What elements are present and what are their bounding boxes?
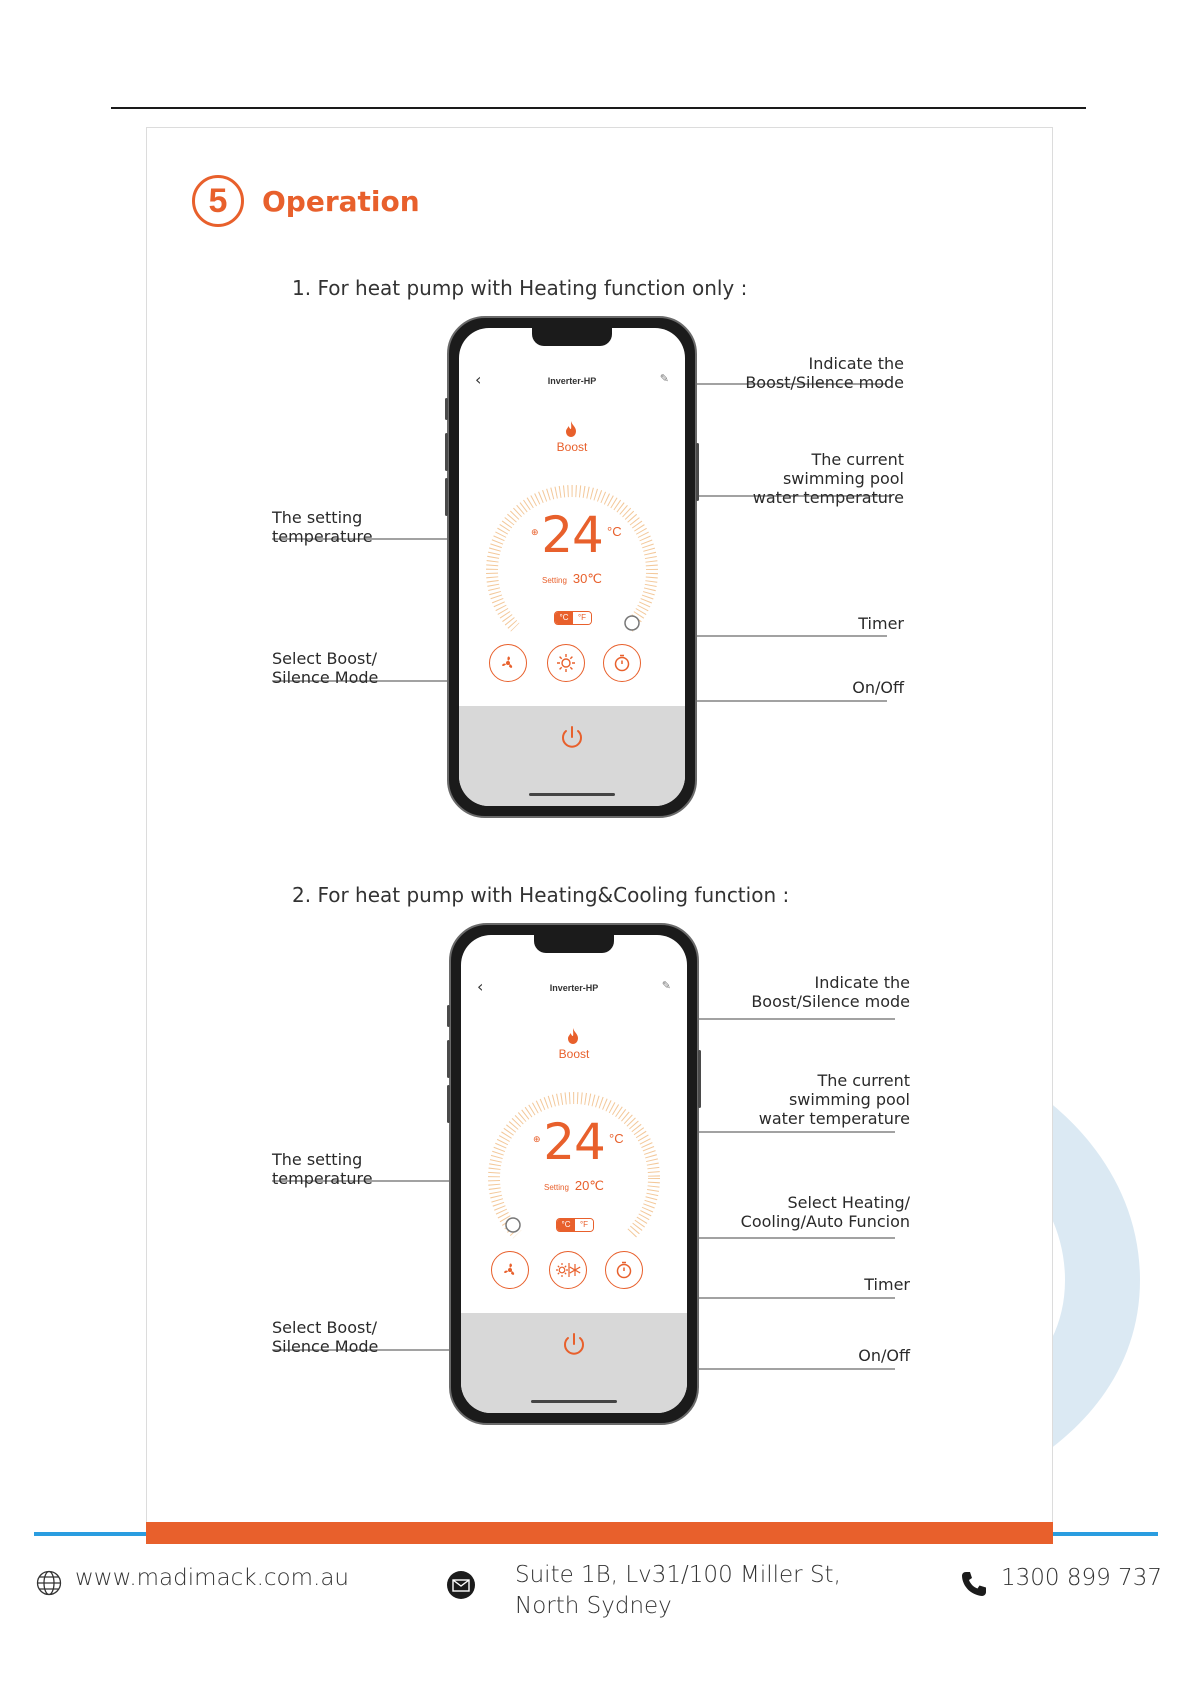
power-icon[interactable] [557,1328,591,1362]
unit-toggle[interactable] [554,611,592,625]
timer-icon [614,1260,634,1280]
callout-onoff: On/Off [858,1346,910,1365]
setting-label: Setting [542,576,567,585]
home-indicator [529,793,615,796]
fan-icon [500,1260,520,1280]
phone-notch [532,328,612,346]
callout-boost-indicator: Indicate the Boost/Silence mode [745,354,904,392]
phone-notch [534,935,614,953]
callout-boost-indicator: Indicate the Boost/Silence mode [751,973,910,1011]
section-number: 5 [192,175,244,227]
flame-icon [565,1027,581,1045]
toggle-fahrenheit[interactable]: °F [573,612,591,624]
phone-icon [960,1570,988,1598]
timer-button[interactable] [603,644,641,682]
mode-label: Boost [558,1047,590,1061]
unit-toggle[interactable] [556,1218,594,1232]
address-line-2: North Sydney [515,1593,672,1619]
app-title: Inverter-HP [549,983,599,993]
callout-select-boost: Select Boost/ Silence Mode [272,649,379,687]
mode-label: Boost [556,440,588,454]
footer-address [515,1560,841,1622]
home-indicator [531,1400,617,1403]
sun-snowflake-icon [555,1260,581,1280]
address-line-1: Suite 1B, Lv31/100 Miller St, [515,1562,841,1588]
back-chevron-icon[interactable]: ‹ [477,977,484,996]
toggle-fahrenheit[interactable]: °F [575,1219,593,1231]
callout-select-mode: Select Heating/ Cooling/Auto Funcion [740,1193,910,1231]
callout-current-temp: The current swimming pool water temperature [752,450,904,507]
edit-pencil-icon[interactable]: ✎ [659,372,669,385]
current-temperature: 24 [541,506,603,564]
temperature-unit: °C [609,1131,624,1146]
current-temperature: 24 [543,1113,605,1171]
footer-phone[interactable]: 1300 899 737 [1001,1565,1162,1591]
callout-current-temp: The current swimming pool water temperature [758,1071,910,1128]
boost-silence-button[interactable] [491,1251,529,1289]
callout-setting-temp: The setting temperature [272,508,373,546]
section-header [192,173,420,229]
footer-website[interactable]: www.madimack.com.au [75,1565,350,1591]
flame-icon [563,420,579,438]
fan-icon [498,653,518,673]
callout-timer: Timer [864,1275,910,1294]
temperature-unit: °C [607,524,622,539]
setting-temperature [459,570,685,588]
diagram1-heading: 1. For heat pump with Heating function only : [292,276,748,300]
callout-select-boost: Select Boost/ Silence Mode [272,1318,379,1356]
app-title: Inverter-HP [547,376,597,386]
setting-value: 20℃ [574,1178,604,1193]
phone-screen [459,328,685,806]
footer-orange-band [146,1522,1053,1544]
dial-knob [506,1218,520,1232]
phone-mockup [449,923,699,1425]
power-icon[interactable] [555,721,589,755]
diagram2 [147,923,1052,1443]
sun-icon [556,653,576,673]
heat-cool-auto-button[interactable] [549,1251,587,1289]
dial-knob [625,616,639,630]
back-chevron-icon[interactable]: ‹ [475,370,482,389]
phone-mockup [447,316,697,818]
heating-mode-button[interactable] [547,644,585,682]
top-rule [111,107,1086,109]
phone-screen [461,935,687,1413]
timer-button[interactable] [605,1251,643,1289]
toggle-celsius[interactable]: °C [557,1219,575,1231]
edit-pencil-icon[interactable]: ✎ [661,979,671,992]
inlet-arrow-icon: ⊕ [533,1135,541,1145]
section-title: Operation [262,184,420,218]
toggle-celsius[interactable]: °C [555,612,573,624]
callout-setting-temp: The setting temperature [272,1150,373,1188]
setting-value: 30℃ [572,571,602,586]
callout-timer: Timer [858,614,904,633]
setting-temperature [461,1177,687,1195]
mail-icon [446,1570,476,1600]
setting-label: Setting [544,1183,569,1192]
timer-icon [612,653,632,673]
boost-silence-button[interactable] [489,644,527,682]
inlet-arrow-icon: ⊕ [531,528,539,538]
callout-onoff: On/Off [852,678,904,697]
diagram1 [147,316,1052,836]
globe-icon [36,1570,62,1596]
manual-page-card [146,127,1053,1533]
diagram2-heading: 2. For heat pump with Heating&Cooling function : [292,883,790,907]
